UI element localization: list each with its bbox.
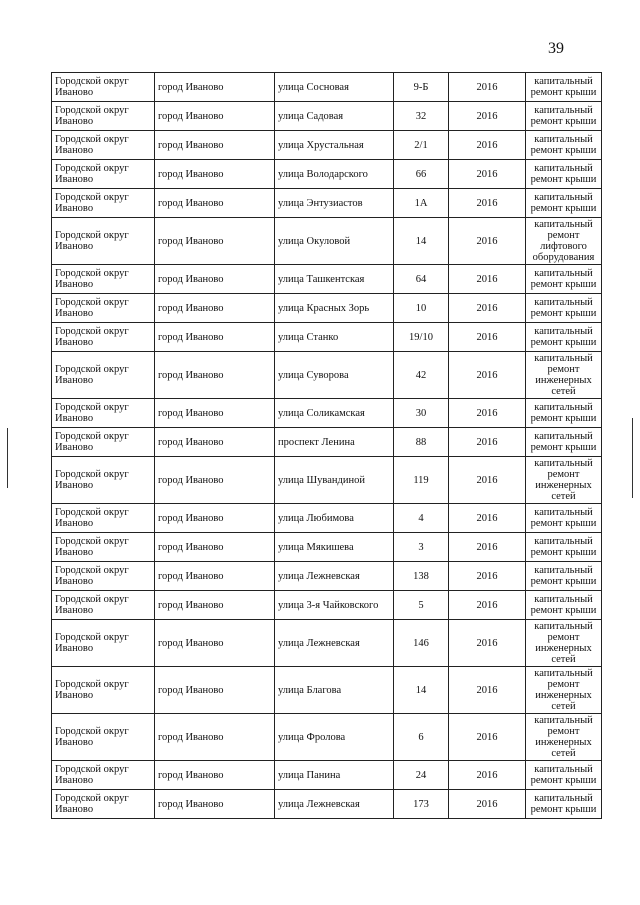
work-type-cell: капитальный ремонт крыши [526, 265, 602, 294]
right-crop-mark [632, 418, 633, 498]
year-cell: 2016 [449, 504, 526, 533]
work-type-cell: капитальный ремонт инженерных сетей [526, 714, 602, 761]
street-cell: улица Фролова [275, 714, 394, 761]
okrug-cell: Городской округ Иваново [52, 73, 155, 102]
city-cell: город Иваново [155, 73, 275, 102]
year-cell: 2016 [449, 591, 526, 620]
street-cell: улица Панина [275, 761, 394, 790]
city-cell: город Иваново [155, 102, 275, 131]
street-cell: улица Любимова [275, 504, 394, 533]
house-number-cell: 24 [394, 761, 449, 790]
table-row [52, 533, 602, 562]
year-cell: 2016 [449, 352, 526, 399]
city-cell: город Иваново [155, 265, 275, 294]
city-cell: город Иваново [155, 131, 275, 160]
okrug-cell: Городской округ Иваново [52, 714, 155, 761]
city-cell: город Иваново [155, 323, 275, 352]
table-row [52, 160, 602, 189]
year-cell: 2016 [449, 620, 526, 667]
year-cell: 2016 [449, 667, 526, 714]
page-number: 39 [548, 40, 564, 57]
work-type-cell: капитальный ремонт инженерных сетей [526, 457, 602, 504]
house-number-cell: 19/10 [394, 323, 449, 352]
work-type-cell: капитальный ремонт инженерных сетей [526, 352, 602, 399]
table-row [52, 294, 602, 323]
year-cell: 2016 [449, 73, 526, 102]
city-cell: город Иваново [155, 591, 275, 620]
house-number-cell: 4 [394, 504, 449, 533]
year-cell: 2016 [449, 265, 526, 294]
work-type-cell: капитальный ремонт крыши [526, 562, 602, 591]
year-cell: 2016 [449, 714, 526, 761]
okrug-cell: Городской округ Иваново [52, 218, 155, 265]
street-cell: улица Володарского [275, 160, 394, 189]
house-number-cell: 173 [394, 790, 449, 819]
street-cell: улица Соликамская [275, 399, 394, 428]
year-cell: 2016 [449, 102, 526, 131]
city-cell: город Иваново [155, 218, 275, 265]
okrug-cell: Городской округ Иваново [52, 790, 155, 819]
table-row [52, 714, 602, 761]
work-type-cell: капитальный ремонт крыши [526, 790, 602, 819]
table-row [52, 399, 602, 428]
work-type-cell: капитальный ремонт крыши [526, 160, 602, 189]
year-cell: 2016 [449, 428, 526, 457]
city-cell: город Иваново [155, 504, 275, 533]
house-number-cell: 64 [394, 265, 449, 294]
okrug-cell: Городской округ Иваново [52, 189, 155, 218]
house-number-cell: 146 [394, 620, 449, 667]
table-row [52, 352, 602, 399]
year-cell: 2016 [449, 323, 526, 352]
city-cell: город Иваново [155, 562, 275, 591]
year-cell: 2016 [449, 790, 526, 819]
okrug-cell: Городской округ Иваново [52, 160, 155, 189]
work-type-cell: капитальный ремонт крыши [526, 102, 602, 131]
work-type-cell: капитальный ремонт инженерных сетей [526, 667, 602, 714]
house-number-cell: 14 [394, 218, 449, 265]
year-cell: 2016 [449, 131, 526, 160]
table-row [52, 457, 602, 504]
okrug-cell: Городской округ Иваново [52, 504, 155, 533]
table-row [52, 265, 602, 294]
table-row [52, 562, 602, 591]
street-cell: улица Сосновая [275, 73, 394, 102]
house-number-cell: 10 [394, 294, 449, 323]
house-number-cell: 9-Б [394, 73, 449, 102]
house-number-cell: 30 [394, 399, 449, 428]
table-row [52, 73, 602, 102]
year-cell: 2016 [449, 457, 526, 504]
work-type-cell: капитальный ремонт крыши [526, 189, 602, 218]
year-cell: 2016 [449, 218, 526, 265]
street-cell: улица Благова [275, 667, 394, 714]
table-row [52, 790, 602, 819]
street-cell: улица Лежневская [275, 620, 394, 667]
okrug-cell: Городской округ Иваново [52, 428, 155, 457]
city-cell: город Иваново [155, 189, 275, 218]
left-crop-mark [7, 428, 8, 488]
city-cell: город Иваново [155, 352, 275, 399]
work-type-cell: капитальный ремонт крыши [526, 73, 602, 102]
year-cell: 2016 [449, 189, 526, 218]
city-cell: город Иваново [155, 714, 275, 761]
house-number-cell: 138 [394, 562, 449, 591]
city-cell: город Иваново [155, 294, 275, 323]
table-body [52, 73, 602, 819]
work-type-cell: капитальный ремонт крыши [526, 399, 602, 428]
okrug-cell: Городской округ Иваново [52, 352, 155, 399]
street-cell: улица Садовая [275, 102, 394, 131]
year-cell: 2016 [449, 761, 526, 790]
table-row [52, 131, 602, 160]
city-cell: город Иваново [155, 160, 275, 189]
street-cell: улица Суворова [275, 352, 394, 399]
year-cell: 2016 [449, 160, 526, 189]
okrug-cell: Городской округ Иваново [52, 761, 155, 790]
table-row [52, 667, 602, 714]
street-cell: улица Энтузиастов [275, 189, 394, 218]
house-number-cell: 1А [394, 189, 449, 218]
work-type-cell: капитальный ремонт крыши [526, 591, 602, 620]
table-row [52, 102, 602, 131]
work-type-cell: капитальный ремонт крыши [526, 761, 602, 790]
city-cell: город Иваново [155, 790, 275, 819]
street-cell: улица Лежневская [275, 562, 394, 591]
work-type-cell: капитальный ремонт лифтового оборудования [526, 218, 602, 265]
okrug-cell: Городской округ Иваново [52, 131, 155, 160]
house-number-cell: 119 [394, 457, 449, 504]
okrug-cell: Городской округ Иваново [52, 294, 155, 323]
house-number-cell: 32 [394, 102, 449, 131]
street-cell: проспект Ленина [275, 428, 394, 457]
house-number-cell: 5 [394, 591, 449, 620]
street-cell: улица Шувандиной [275, 457, 394, 504]
okrug-cell: Городской округ Иваново [52, 667, 155, 714]
year-cell: 2016 [449, 562, 526, 591]
house-number-cell: 88 [394, 428, 449, 457]
street-cell: улица Станко [275, 323, 394, 352]
okrug-cell: Городской округ Иваново [52, 562, 155, 591]
work-type-cell: капитальный ремонт крыши [526, 294, 602, 323]
work-type-cell: капитальный ремонт крыши [526, 504, 602, 533]
city-cell: город Иваново [155, 761, 275, 790]
okrug-cell: Городской округ Иваново [52, 265, 155, 294]
street-cell: улица Красных Зорь [275, 294, 394, 323]
work-type-cell: капитальный ремонт инженерных сетей [526, 620, 602, 667]
table-row [52, 591, 602, 620]
year-cell: 2016 [449, 399, 526, 428]
street-cell: улица Ташкентская [275, 265, 394, 294]
okrug-cell: Городской округ Иваново [52, 533, 155, 562]
house-number-cell: 3 [394, 533, 449, 562]
house-number-cell: 6 [394, 714, 449, 761]
street-cell: улица Окуловой [275, 218, 394, 265]
work-type-cell: капитальный ремонт крыши [526, 533, 602, 562]
table-row [52, 761, 602, 790]
street-cell: улица Хрустальная [275, 131, 394, 160]
house-number-cell: 66 [394, 160, 449, 189]
table-row [52, 218, 602, 265]
city-cell: город Иваново [155, 457, 275, 504]
table-row [52, 620, 602, 667]
street-cell: улица Лежневская [275, 790, 394, 819]
table-row [52, 428, 602, 457]
street-cell: улица 3-я Чайковского [275, 591, 394, 620]
city-cell: город Иваново [155, 428, 275, 457]
table-row [52, 504, 602, 533]
work-type-cell: капитальный ремонт крыши [526, 323, 602, 352]
okrug-cell: Городской округ Иваново [52, 399, 155, 428]
house-number-cell: 2/1 [394, 131, 449, 160]
work-type-cell: капитальный ремонт крыши [526, 131, 602, 160]
okrug-cell: Городской округ Иваново [52, 620, 155, 667]
year-cell: 2016 [449, 533, 526, 562]
city-cell: город Иваново [155, 399, 275, 428]
city-cell: город Иваново [155, 667, 275, 714]
housing-repair-table [51, 72, 602, 819]
house-number-cell: 42 [394, 352, 449, 399]
year-cell: 2016 [449, 294, 526, 323]
house-number-cell: 14 [394, 667, 449, 714]
okrug-cell: Городской округ Иваново [52, 323, 155, 352]
city-cell: город Иваново [155, 533, 275, 562]
work-type-cell: капитальный ремонт крыши [526, 428, 602, 457]
table-row [52, 189, 602, 218]
city-cell: город Иваново [155, 620, 275, 667]
table-row [52, 323, 602, 352]
street-cell: улица Мякишева [275, 533, 394, 562]
okrug-cell: Городской округ Иваново [52, 591, 155, 620]
okrug-cell: Городской округ Иваново [52, 102, 155, 131]
okrug-cell: Городской округ Иваново [52, 457, 155, 504]
